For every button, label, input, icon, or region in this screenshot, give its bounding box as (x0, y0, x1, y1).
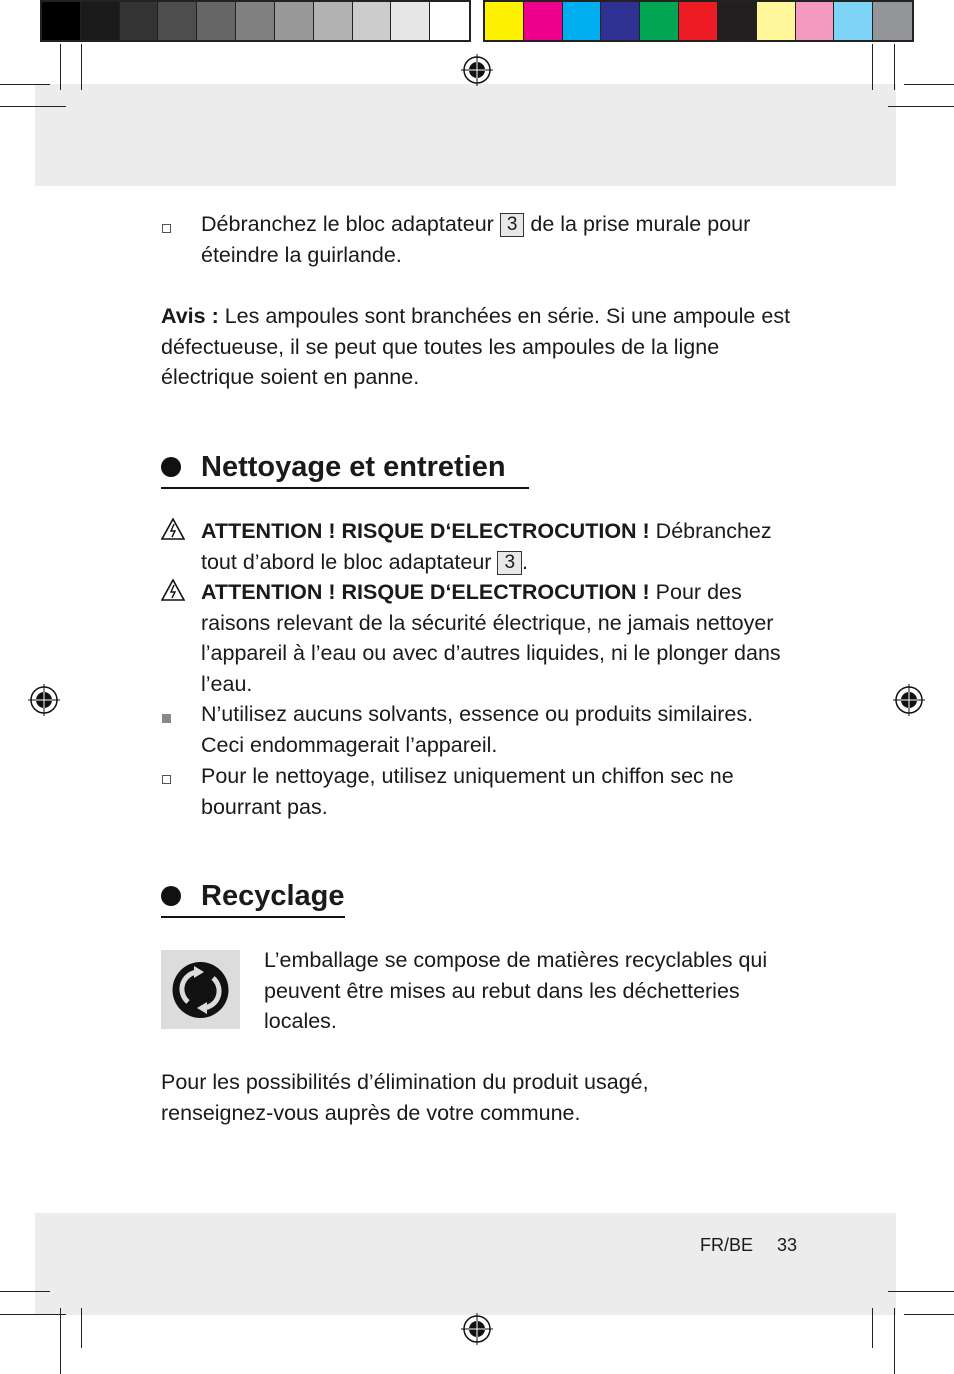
registration-mark-bottom (461, 1313, 493, 1345)
color-calibration-bar-color (483, 0, 914, 42)
checkbox-bullet-icon (162, 224, 171, 233)
section-heading-recycling: Recyclage (161, 876, 345, 916)
color-swatch (873, 2, 912, 40)
disposal-text: Pour les possibilités d’élimination du produit usagé, renseignez-vous auprès de votre commune. (161, 1070, 649, 1125)
gray-swatch (236, 2, 275, 40)
heading-bullet-icon (161, 886, 181, 906)
color-swatch (524, 2, 563, 40)
gray-swatch (275, 2, 314, 40)
instruction-dry-cloth: Pour le nettoyage, utilisez uniquement un chiffon sec ne bourrant pas. (201, 764, 734, 819)
gray-swatch (353, 2, 392, 40)
instruction-no-solvents: N’utilisez aucuns solvants, essence ou produits similaires. Ceci endommagerait l’appareil. (201, 702, 754, 757)
gray-swatch (158, 2, 197, 40)
gray-swatch (314, 2, 353, 40)
packaging-text: L’emballage se compose de matières recyclables qui peuvent être mises au rebut dans les déchetteries locales. (264, 948, 768, 1034)
notice-paragraph: Avis : Les ampoules sont branchées en série. Si une ampoule est défectueuse, il se peut que toutes les ampoules de la ligne électrique soient en panne. (161, 304, 791, 390)
gray-swatch (81, 2, 120, 40)
electric-hazard-warning-icon (161, 579, 185, 601)
step-unplug: Débranchez le bloc adaptateur 3 de la prise murale pour éteindre la guirlande. (201, 212, 751, 267)
header-band (35, 84, 896, 186)
color-swatch (757, 2, 796, 40)
color-swatch (485, 2, 524, 40)
color-swatch (679, 2, 718, 40)
checkbox-bullet-icon (162, 775, 171, 784)
electric-hazard-warning-icon (161, 518, 185, 540)
footer-band (35, 1213, 896, 1315)
filled-square-bullet-icon (162, 714, 171, 723)
locale-code: FR/BE (700, 1235, 754, 1255)
color-swatch (563, 2, 602, 40)
heading-bullet-icon (161, 457, 181, 477)
color-swatch (834, 2, 873, 40)
gray-swatch (197, 2, 236, 40)
warning-electrocution-water: ATTENTION ! RISQUE D‘ELECTROCUTION ! Pour des raisons relevant de la sécurité électrique, ne jamais nettoyer l’appareil à l’eau ou avec d’autres liquides, ni le plonger dans l’eau. (201, 580, 781, 696)
color-swatch (601, 2, 640, 40)
part-reference: 3 (500, 213, 525, 237)
green-dot-recycling-logo (161, 950, 240, 1029)
gray-swatch (391, 2, 430, 40)
registration-mark-top (461, 54, 493, 86)
color-swatch (718, 2, 757, 40)
page-footer (700, 1232, 797, 1258)
registration-mark-left (28, 684, 60, 716)
color-swatch (796, 2, 835, 40)
color-calibration-bar-gray (40, 0, 471, 42)
gray-swatch (430, 2, 469, 40)
gray-swatch (42, 2, 81, 40)
part-reference: 3 (497, 551, 522, 575)
page-number: 33 (777, 1235, 798, 1255)
gray-swatch (120, 2, 159, 40)
warning-electrocution-unplug: ATTENTION ! RISQUE D‘ELECTROCUTION ! Débranchez tout d’abord le bloc adaptateur 3 . (201, 519, 772, 574)
section-heading-cleaning: Nettoyage et entretien (161, 447, 506, 487)
color-swatch (640, 2, 679, 40)
recycling-icon (161, 950, 240, 1029)
notice-label: Avis : (161, 304, 219, 328)
registration-mark-right (893, 684, 925, 716)
